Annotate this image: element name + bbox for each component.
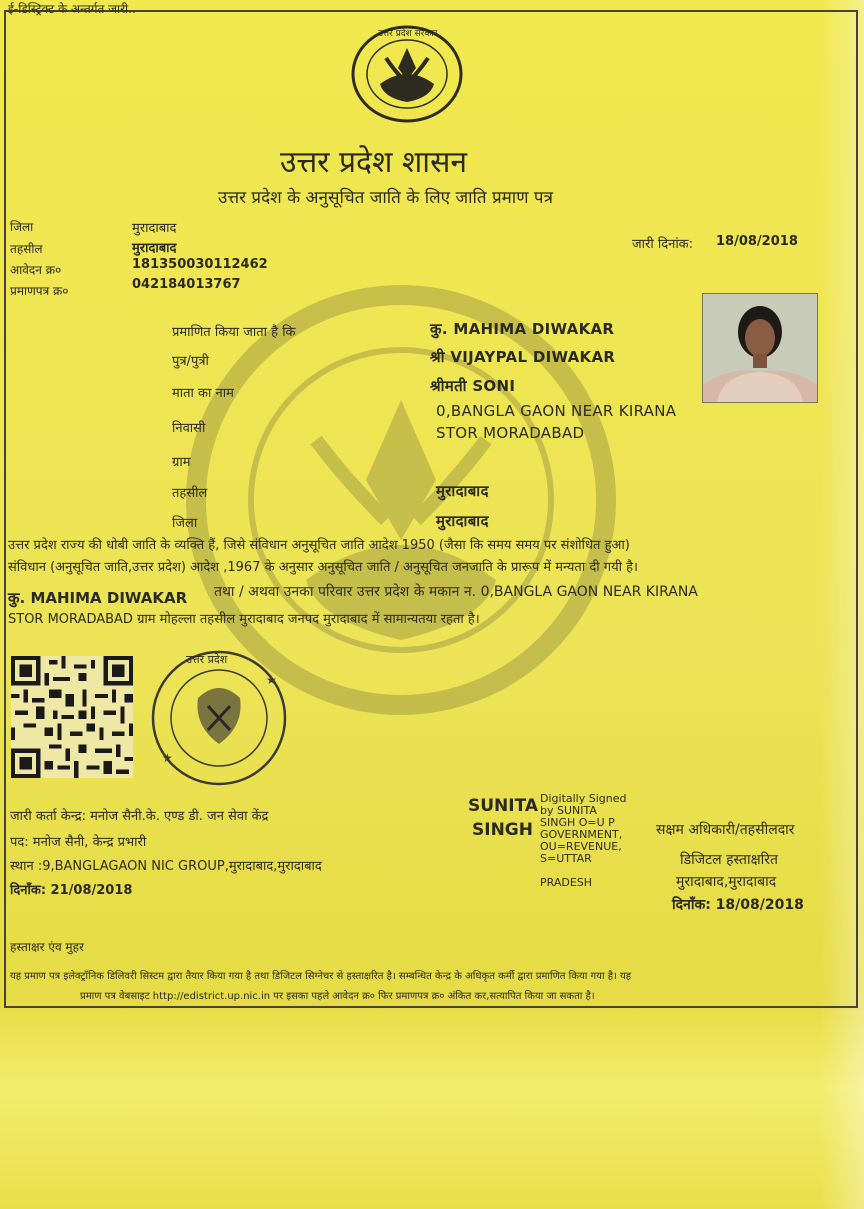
child-of-label: पुत्र/पुत्री — [172, 354, 209, 369]
issuing-center: जारी कर्ता केन्द्र: मनोज सैनी.के. एण्ड डी. जन सेवा केंद्र — [10, 809, 269, 824]
footer-line-2: प्रमाण पत्र वेबसाइट http://edistrict.up.nic.in पर इसका पहले आवेदन क्र० फिर प्रमाणपत्र क्र० अंकित कर,सत्यापित किया जा सकता है। — [80, 991, 595, 1002]
certified-label: प्रमाणित किया जाता है कि — [172, 325, 296, 340]
issue-date-label: जारी दिनांक: — [632, 237, 694, 252]
paragraph-line-3: तथा / अथवा उनका परिवार उत्तर प्रदेश के मकान न. 0,BANGLA GAON NEAR KIRANA — [214, 584, 698, 600]
issuer-date: दिनाँक: 21/08/2018 — [10, 883, 133, 898]
authority-digitally-signed: डिजिटल हस्ताक्षरित — [680, 852, 778, 868]
resident-address-line1: 0,BANGLA GAON NEAR KIRANA — [436, 402, 677, 420]
signer-name-line2: SINGH — [472, 820, 533, 840]
district-detail-label: जिला — [172, 516, 198, 531]
issuer-place: स्थान :9,BANGLAGAON NIC GROUP,मुरादाबाद,मुरादाबाद — [10, 859, 322, 874]
resident-address-line2: STOR MORADABAD — [436, 424, 585, 442]
footer-line-1: यह प्रमाण पत्र इलेक्ट्रॉनिक डिलिवरी सिस्टम द्वारा तैयार किया गया है तथा डिजिटल सिग्नेचर से हस्ताक्षरित है। सम्बन्धित केन्द्र के अधिकृत कर्मी द्वारा प्रमाणित किया गया है। यह — [10, 971, 632, 982]
svg-text:★: ★ — [266, 673, 277, 687]
emblem-text: उत्तर प्रदेश सरकार — [378, 29, 438, 39]
mother-name-label: माता का नाम — [172, 386, 234, 401]
applicant-name: कु. MAHIMA DIWAKAR — [430, 320, 615, 338]
district-label: जिला — [10, 220, 34, 234]
issuer-post: पद: मनोज सैनी, केन्द्र प्रभारी — [10, 835, 147, 850]
signature-seal-label: हस्ताक्षर एंव मुहर — [10, 940, 84, 954]
certificate-no-value: 042184013767 — [132, 277, 241, 292]
authority-place: मुरादाबाद,मुरादाबाद — [676, 874, 777, 890]
district-detail-value: मुरादाबाद — [436, 512, 489, 530]
paragraph-line-1: उत्तर प्रदेश राज्य की धोबी जाति के व्यक्ति हैं, जिसे संविधान अनुसूचित जाति आदेश 1950 (जैसा कि समय समय पर संशोधित हुआ) — [8, 538, 630, 553]
paragraph-line-4: STOR MORADABAD ग्राम मोहल्ला तहसील मुरादाबाद जनपद मुरादाबाद में सामान्यतया रहता है। — [8, 612, 480, 627]
paper-fold — [0, 1010, 864, 1209]
header-note: ई-डिस्ट्रिक्ट के अन्तर्गत जारी.. — [8, 2, 136, 16]
paragraph-applicant-name: कु. MAHIMA DIWAKAR — [8, 589, 188, 607]
tehsil-detail-value: मुरादाबाद — [436, 482, 489, 500]
authority-title: सक्षम अधिकारी/तहसीलदार — [656, 822, 795, 838]
svg-text:★: ★ — [162, 751, 173, 765]
tehsil-detail-label: तहसील — [172, 486, 208, 501]
certificate-title: उत्तर प्रदेश शासन — [280, 145, 468, 180]
signer-name-line1: SUNITA — [468, 796, 539, 816]
resident-label: निवासी — [172, 421, 206, 436]
mother-name: श्रीमती SONI — [430, 377, 516, 395]
seal-text: उत्तर प्रदेश — [186, 653, 228, 666]
authority-date: दिनाँक: 18/08/2018 — [672, 897, 804, 913]
father-name: श्री VIJAYPAL DIWAKAR — [430, 348, 616, 366]
certificate-subtitle: उत्तर प्रदेश के अनुसूचित जाति के लिए जाति प्रमाण पत्र — [218, 188, 553, 208]
applicant-photo — [702, 293, 818, 403]
digital-signature-details: Digitally Signed by SUNITA SINGH O=U P GOVERNMENT, OU=REVENUE, S=UTTAR PRADESH — [540, 792, 627, 889]
tehsil-value: मुरादाबाद — [132, 241, 177, 256]
issue-date-value: 18/08/2018 — [716, 234, 798, 249]
village-label: ग्राम — [172, 455, 191, 470]
application-no-value: 181350030112462 — [132, 257, 268, 272]
qr-code — [8, 656, 136, 778]
application-no-label: आवेदन क्र० — [10, 263, 62, 277]
official-seal-icon — [146, 648, 292, 788]
certificate-no-label: प्रमाणपत्र क्र० — [10, 284, 69, 298]
paragraph-line-2: संविधान (अनुसूचित जाति,उत्तर प्रदेश) आदेश ,1967 के अनुसार अनुसूचित जाति / अनुसूचित जनजाति के प्रारूप में मन्यता दी गयी है। — [8, 560, 638, 575]
district-value: मुरादाबाद — [132, 221, 177, 236]
tehsil-label: तहसील — [10, 242, 43, 256]
up-emblem-icon — [350, 24, 464, 124]
